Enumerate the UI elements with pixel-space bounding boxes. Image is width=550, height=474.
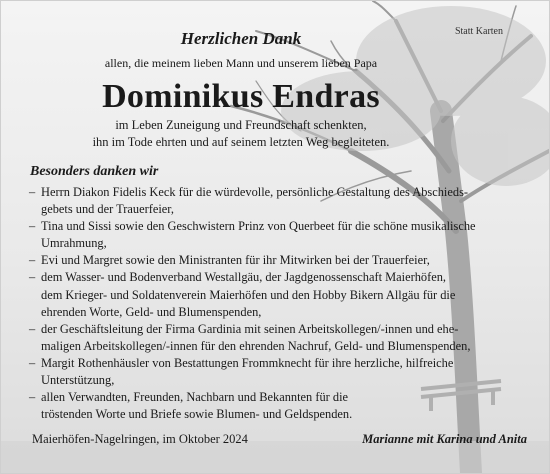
list-item-line: der Geschäftsleitung der Firma Gardinia mit seinen Arbeitskollegen/-innen und ehe- (41, 321, 459, 336)
list-item (29, 184, 527, 218)
list-dash: – (29, 185, 36, 199)
list-item-line: Unterstützung, (41, 373, 115, 388)
list-item-line: ehrenden Worte, Geld- und Blumenspenden, (41, 304, 262, 319)
list-item (29, 321, 527, 355)
list-item (29, 355, 527, 389)
list-dash: – (29, 270, 36, 285)
statt-karten-note: Statt Karten (454, 26, 503, 37)
deceased-name: Dominikus Endras (102, 78, 380, 115)
list-item-line: dem Wasser- und Bodenverband Westallgäu, der Jagdgenossenschaft Maierhöfen, (41, 270, 447, 285)
list-item-line: Herrn Diakon Fidelis Keck für die würdevolle, persönliche Gestaltung des Abschieds- (41, 185, 469, 199)
list-item-line: Tina und Sissi sowie den Geschwistern Prinz von Querbeet für die schöne musikalische (41, 219, 476, 234)
list-dash: – (29, 355, 36, 370)
tribute-line-2: ihn im Tode ehrten und auf seinem letzten Weg begleiteten. (92, 135, 390, 149)
list-item (29, 218, 527, 252)
list-item (29, 269, 527, 320)
family-signature: Marianne mit Karina und Anita (362, 432, 527, 446)
list-dash: – (29, 253, 36, 268)
special-thanks-heading: Besonders danken wir (30, 164, 159, 179)
list-item-line: tröstenden Worte und Briefe sowie Blumen- und Geldspenden. (41, 407, 353, 422)
intro-line: allen, die meinem lieben Mann und unserem lieben Papa (104, 56, 378, 70)
list-item (29, 252, 527, 269)
list-item-line: Margit Rothenhäusler von Bestattungen Frommknecht für ihre herzliche, hilfreiche (41, 355, 454, 370)
list-item-line: dem Krieger- und Soldatenverein Maierhöfen und den Hobby Bikern Allgäu für die (41, 287, 456, 302)
place-date: Maierhöfen-Nagelringen, im Oktober 2024 (32, 432, 248, 446)
thanks-list (29, 184, 527, 423)
list-dash: – (29, 390, 36, 405)
tribute-line-1: im Leben Zuneigung und Freundschaft schenkten, (115, 118, 367, 132)
list-item-line: Evi und Margret sowie den Ministranten für ihr Mitwirken bei der Trauerfeier, (41, 253, 430, 268)
thanks-title: Herzlichen Dank (180, 29, 302, 48)
list-dash: – (29, 321, 36, 336)
list-item-line: Umrahmung, (41, 236, 107, 251)
list-item-line: maligen Arbeitskollegen/-innen für den ehrenden Nachruf, Geld- und Blumenspenden, (41, 338, 471, 353)
list-dash: – (29, 219, 36, 234)
list-item (29, 389, 527, 423)
list-item-line: gebets und der Trauerfeier, (41, 202, 175, 217)
obituary-text (1, 1, 549, 473)
list-item-line: allen Verwandten, Freunden, Nachbarn und Bekannten für die (41, 390, 349, 405)
